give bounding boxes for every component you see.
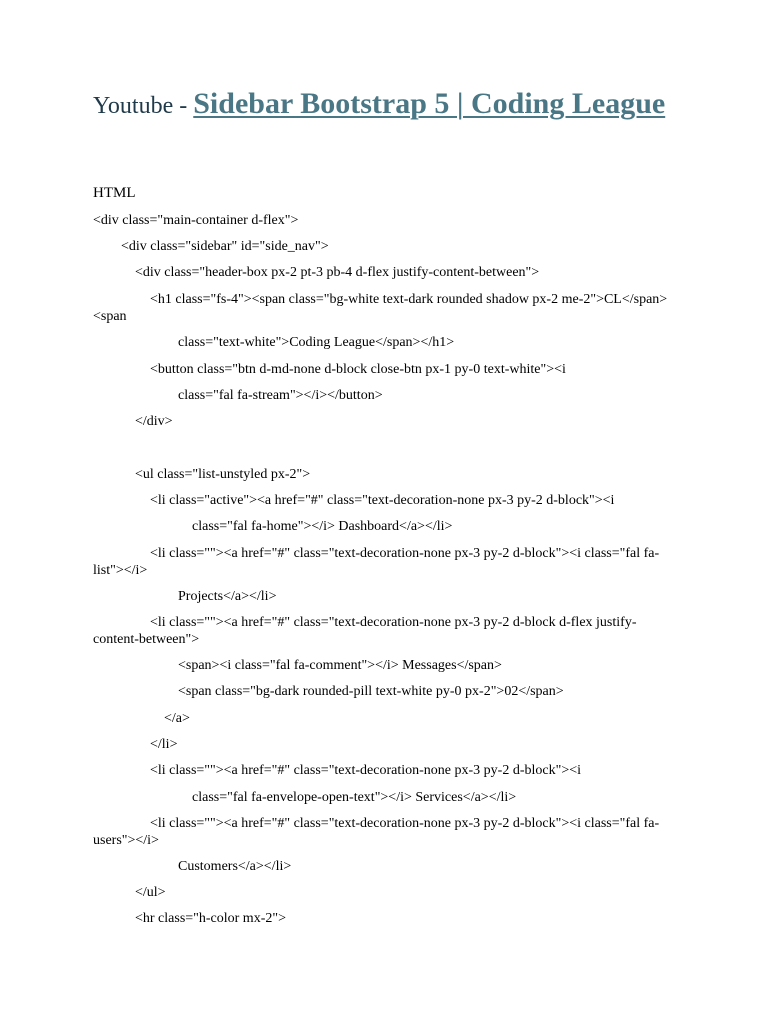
code-line: <div class="header-box px-2 pt-3 pb-4 d-flex justify-content-between"> [135,265,540,280]
title-link[interactable]: Sidebar Bootstrap 5 | Coding League [193,87,666,120]
code-line: <li class=""><a href="#" class="text-decoration-none px-3 py-2 d-block"><i class="fal fa-list"></i> [93,546,660,578]
code-line: class="fal fa-envelope-open-text"></i> Services</a></li> [192,790,517,805]
code-line: <div class="sidebar" id="side_nav"> [121,239,329,254]
code-line: class="fal fa-stream"></i></button> [178,388,383,403]
code-line: </ul> [135,885,166,900]
code-line: <li class=""><a href="#" class="text-decoration-none px-3 py-2 d-block"><i [150,763,582,778]
code-line: Projects</a></li> [178,589,277,604]
code-line: <span class="bg-dark rounded-pill text-white py-0 px-2">02</span> [178,684,564,699]
code-line: <span><i class="fal fa-comment"></i> Messages</span> [178,658,502,673]
code-line: Customers</a></li> [178,859,292,874]
code-line: <li class=""><a href="#" class="text-decoration-none px-3 py-2 d-block"><i class="fal fa-users"></i> [93,816,660,848]
code-line: </div> [135,414,173,429]
code-line: </a> [164,711,190,726]
code-line: <hr class="h-color mx-2"> [135,911,286,926]
code-line: <li class=""><a href="#" class="text-decoration-none px-3 py-2 d-block d-flex justify-content-between"> [93,615,637,647]
code-line: <h1 class="fs-4"><span class="bg-white text-dark rounded shadow px-2 me-2">CL</span> <span [93,292,668,324]
code-line: <button class="btn d-md-none d-block close-btn px-1 py-0 text-white"><i [150,362,566,377]
code-line: <li class="active"><a href="#" class="text-decoration-none px-3 py-2 d-block"><i [150,493,615,508]
code-line: <ul class="list-unstyled px-2"> [135,467,311,482]
title-prefix: Youtube - [93,93,194,119]
page-title [93,84,693,125]
code-line: <div class="main-container d-flex"> [93,213,299,228]
code-line: class="text-white">Coding League</span></h1> [178,335,455,350]
code-line: </li> [150,737,178,752]
code-line: class="fal fa-home"></i> Dashboard</a></li> [192,519,453,534]
language-label: HTML [93,185,136,201]
